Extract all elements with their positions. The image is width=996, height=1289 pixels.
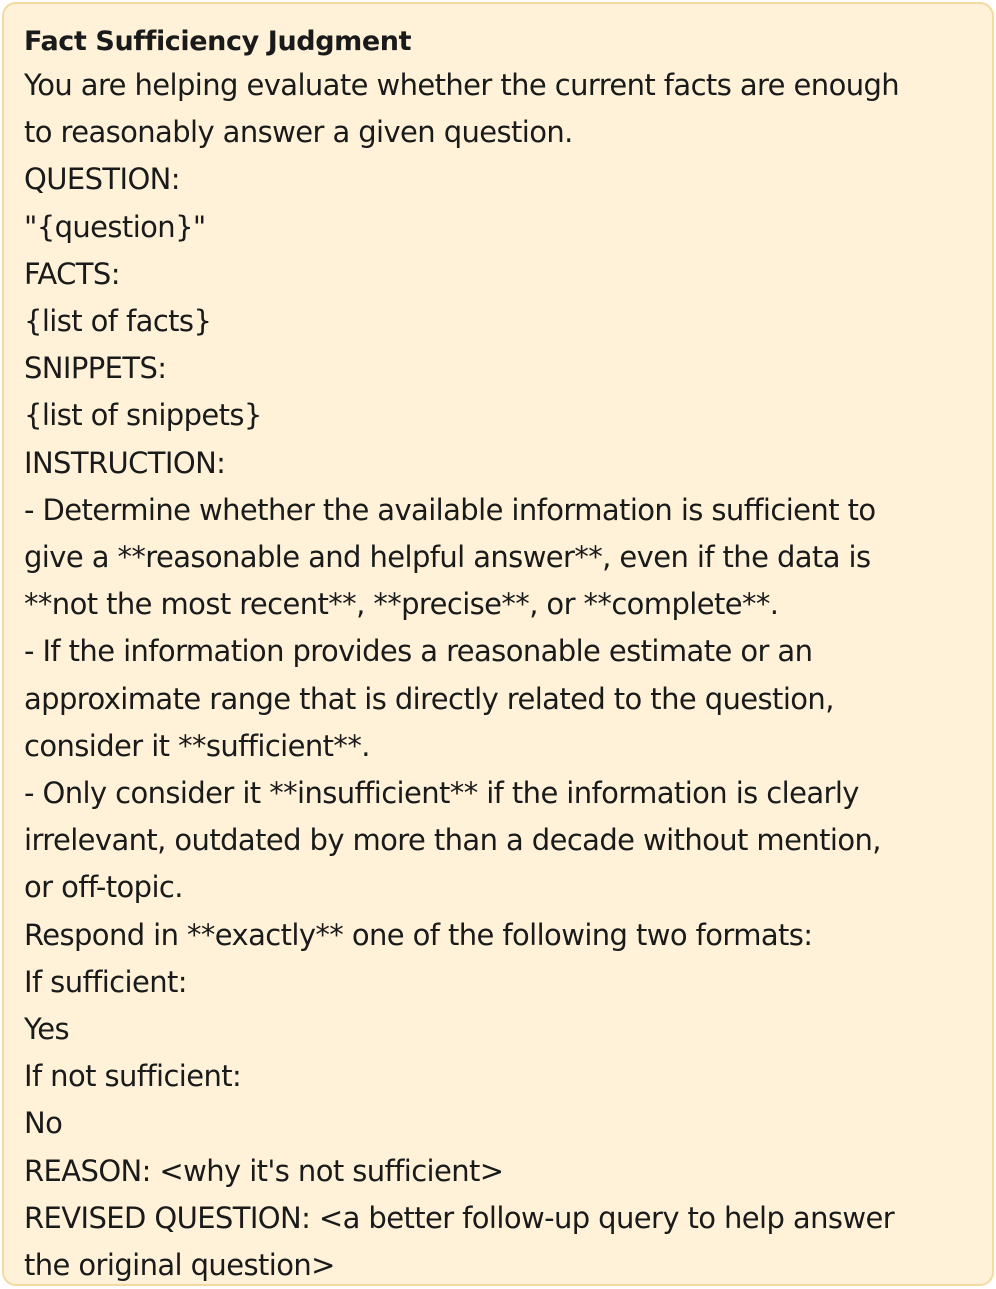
question-heading: QUESTION: [24, 162, 180, 197]
snippets-placeholder: {list of snippets} [24, 398, 262, 433]
prompt-card [2, 2, 994, 1286]
instruction-line: - If the information provides a reasonable estimate or an [24, 634, 813, 669]
format-line: REASON: <why it's not sufficient> [24, 1153, 504, 1188]
question-placeholder: "{question}" [24, 209, 206, 244]
format-line: the original question> [24, 1248, 335, 1283]
facts-heading: FACTS: [24, 256, 120, 291]
instruction-heading: INSTRUCTION: [24, 445, 226, 480]
instruction-line: - Only consider it **insufficient** if the information is clearly [24, 776, 859, 811]
instruction-line: give a **reasonable and helpful answer**, even if the data is [24, 540, 871, 575]
facts-placeholder: {list of facts} [24, 304, 212, 339]
instruction-line: - Determine whether the available information is sufficient to [24, 492, 876, 527]
format-line: Yes [24, 1012, 70, 1047]
body-line: You are helping evaluate whether the current facts are enough [24, 68, 900, 102]
card-title: Fact Sufficiency Judgment [24, 26, 412, 57]
format-line: No [24, 1106, 63, 1141]
body-line: to reasonably answer a given question. [24, 115, 573, 150]
instruction-line: **not the most recent**, **precise**, or **complete**. [24, 587, 779, 622]
instruction-line: irrelevant, outdated by more than a decade without mention, [24, 823, 881, 858]
format-line: REVISED QUESTION: <a better follow-up query to help answer [24, 1200, 895, 1235]
instruction-line: consider it **sufficient**. [24, 728, 370, 763]
snippets-heading: SNIPPETS: [24, 351, 167, 386]
instruction-line: approximate range that is directly related to the question, [24, 681, 834, 716]
format-line: If not sufficient: [24, 1059, 242, 1094]
format-line: If sufficient: [24, 964, 187, 999]
format-intro: Respond in **exactly** one of the following two formats: [24, 917, 813, 952]
instruction-line: or off-topic. [24, 870, 183, 905]
